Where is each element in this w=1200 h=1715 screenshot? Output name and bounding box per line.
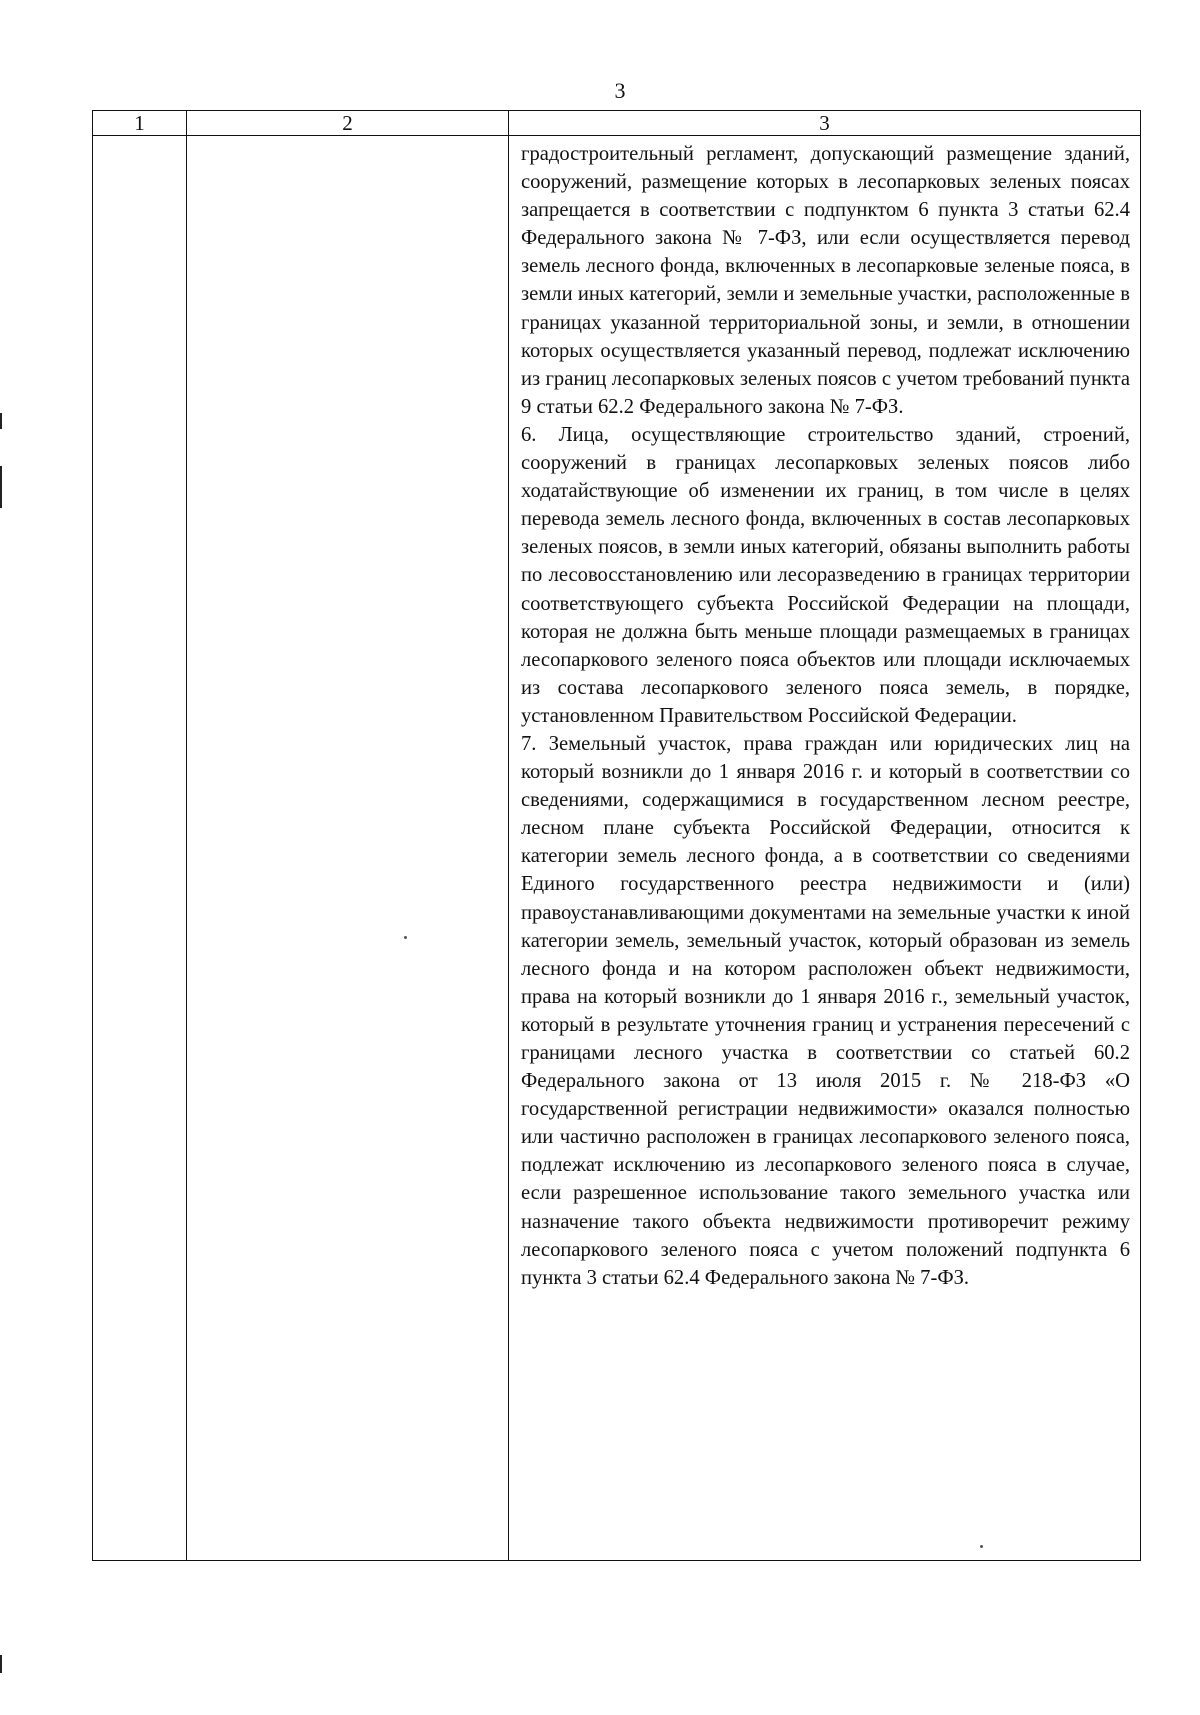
page-number: 3	[614, 78, 626, 103]
cell-column-2	[187, 136, 509, 1561]
paragraph-continuation: градостроительный регламент, допускающий размещение зданий, сооружений, размещение которых в лесопарковых зеленых поясах запрещается в соответствии с подпунктом 6 пункта 3 статьи 62.4 Федерального закона № 7-ФЗ, или если осуществляется перевод земель лесного фонда, включенных в лесопарковые зеленые пояса, в земли иных категорий, земли и земельные участки, расположенные в границах указанной территориальной зоны, и земли, в отношении которых осуществляется указанный перевод, подлежат исключению из границ лесопарковых зеленых поясов с учетом требований пункта 9 статьи 62.2 Федерального закона № 7-ФЗ.	[521, 143, 1130, 418]
scan-mark	[0, 466, 2, 508]
column-header-1: 1	[93, 111, 187, 136]
table-row	[93, 136, 1141, 1561]
scan-speck	[404, 936, 407, 939]
column-header-3: 3	[509, 111, 1141, 136]
document-table	[92, 110, 1141, 1561]
paragraph-item-6: 6. Лица, осуществляющие строительство зданий, строений, сооружений в границах лесопарковых зеленых поясов либо ходатайствующие об изменении их границ, в том числе в целях перевода земель лесного фонда, включенных в состав лесопарковых зеленых поясов, в земли иных категорий, обязаны выполнить работы по лесовосстановлению или лесоразведению в границах территории соответствующего субъекта Российской Федерации на площади, которая не должна быть меньше площади размещаемых в границах лесопаркового зеленого пояса объектов или площади исключаемых из состава лесопаркового зеленого пояса земель, в порядке, установленном Правительством Российской Федерации.	[521, 423, 1130, 727]
cell-column-3	[509, 136, 1141, 1561]
column-header-2: 2	[187, 111, 509, 136]
scan-mark	[0, 1655, 2, 1673]
paragraph-item-7: 7. Земельный участок, права граждан или юридических лиц на который возникли до 1 января 2016 г. и который в соответствии со сведениями, содержащимися в государственном лесном реестре, лесном плане субъекта Российской Федерации, относится к категории земель лесного фонда, а в соответствии со сведениями Единого государственного реестра недвижимости и (или) правоустанавливающими документами на земельные участки к иной категории земель, земельный участок, который образован из земель лесного фонда и на котором расположен объект недвижимости, права на который возникли до 1 января 2016 г., земельный участок, который в результате уточнения границ и устранения пересечений с границами лесного участка в соответствии со статьей 60.2 Федерального закона от 13 июля 2015 г. № 218-ФЗ «О государственной регистрации недвижимости» оказался полностью или частично расположен в границах лесопаркового зеленого пояса, подлежат исключению из лесопаркового зеленого пояса в случае, если разрешенное использование такого земельного участка или назначение такого объекта недвижимости противоречит режиму лесопаркового зеленого пояса с учетом положений подпункта 6 пункта 3 статьи 62.4 Федерального закона № 7-ФЗ.	[521, 732, 1130, 1289]
scan-mark	[0, 413, 2, 429]
cell-column-1	[93, 136, 187, 1561]
table-header-row	[93, 111, 1141, 136]
scan-speck	[980, 1545, 983, 1548]
